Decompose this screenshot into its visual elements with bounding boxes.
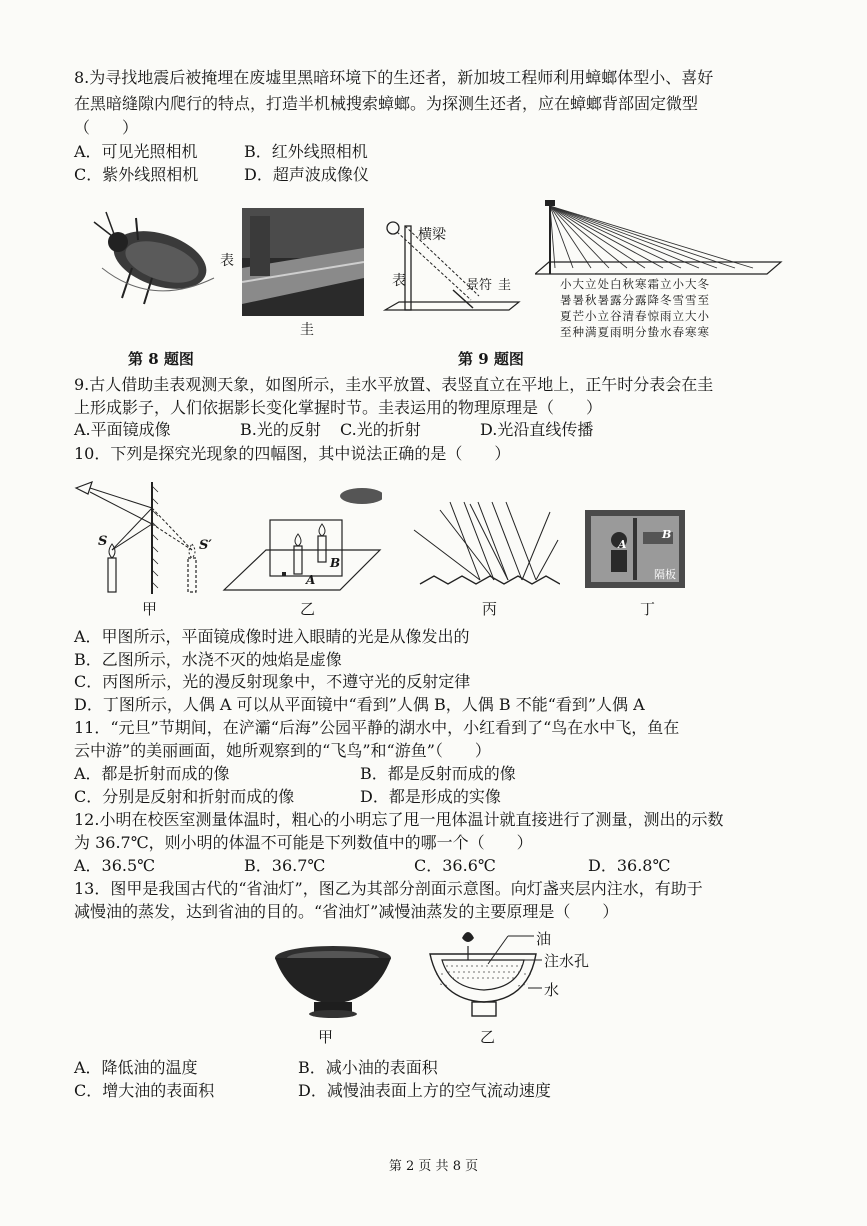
cockroach-figure <box>92 208 222 308</box>
solar-term-fan-figure <box>535 194 785 286</box>
q9-option-c: C.光的折射 <box>340 420 421 439</box>
label-s: S <box>98 534 108 549</box>
q10-label-bing: 丙 <box>482 600 498 618</box>
q13-option-c: C．增大油的表面积 <box>74 1081 215 1100</box>
q12-option-d: D．36.8℃ <box>588 856 671 875</box>
gnomon-label-gui: 圭 <box>300 322 314 338</box>
q8-option-c: C．紫外线照相机 <box>74 165 199 184</box>
q9-option-a: A.平面镜成像 <box>74 420 171 439</box>
gnomon-label-biao: 表 <box>220 253 234 269</box>
label-a-ding: A <box>618 538 627 551</box>
q8-stem-line2: 在黑暗缝隙内爬行的特点，打造半机械搜索蟑螂。为探测生还者，应在蟑螂背部固定微型 <box>74 94 699 113</box>
solar-term-row-2: 暑暑秋暑露分露降冬雪雪至 <box>560 293 710 307</box>
label-jingfu: 景符 <box>466 278 493 293</box>
solar-term-row-3: 夏芒小立谷清春惊雨立大小 <box>560 309 710 323</box>
label-hengliang: 横梁 <box>418 227 446 243</box>
label-s-prime: S′ <box>199 538 212 553</box>
guibiao-diagram <box>383 218 523 318</box>
q8-option-d: D．超声波成像仪 <box>244 165 369 184</box>
q9-figure-caption: 第 9 题图 <box>458 350 524 368</box>
q8-option-a: A．可见光照相机 <box>74 142 198 161</box>
q11-option-a: A．都是折射而成的像 <box>74 764 230 783</box>
q10-label-yi: 乙 <box>300 600 316 618</box>
q9-option-d: D.光沿直线传播 <box>480 420 594 439</box>
label-water: 水 <box>544 981 560 999</box>
q13-option-d: D．减慢油表面上方的空气流动速度 <box>298 1081 551 1100</box>
q8-option-b: B．红外线照相机 <box>244 142 368 161</box>
q13-stem-line1: 13．图甲是我国古代的“省油灯”，图乙为其部分剖面示意图。向灯盏夹层内注水，有助于 <box>74 879 703 898</box>
q8-figure-caption: 第 8 题图 <box>128 350 194 368</box>
q12-option-c: C．36.6℃ <box>414 856 496 875</box>
label-gui-diagram: 圭 <box>498 278 512 293</box>
q9-stem-line2: 上形成影子，人们依据影长变化掌握时节。圭表运用的物理原理是（ ） <box>74 398 603 417</box>
label-b: B <box>330 556 341 570</box>
oil-lamp-photo <box>270 944 396 1020</box>
q13-option-b: B．减小油的表面积 <box>298 1058 438 1077</box>
q11-option-b: B．都是反射而成的像 <box>360 764 516 783</box>
q10-figure-yi <box>222 486 382 594</box>
q10-option-c: C．丙图所示，光的漫反射现象中，不遵守光的反射定律 <box>74 672 471 691</box>
q13-option-a: A．降低油的温度 <box>74 1058 198 1077</box>
solar-term-row-4: 至种满夏雨明分蛰水春寒寒 <box>560 325 710 339</box>
label-oil: 油 <box>536 930 552 948</box>
label-water-hole: 注水孔 <box>544 952 590 970</box>
q10-figure-jia <box>72 478 212 596</box>
solar-term-row-1: 小大立处白秋寒霜立小大冬 <box>560 277 710 291</box>
q9-stem-line1: 9.古人借助圭表观测天象，如图所示，圭水平放置、表竖直立在平地上，正午时分表会在圭 <box>74 375 714 394</box>
page-footer: 第 2 页 共 8 页 <box>388 1159 479 1174</box>
q12-option-a: A．36.5℃ <box>74 856 156 875</box>
label-b-ding: B <box>662 528 672 541</box>
q12-stem-line2: 为 36.7℃，则小明的体温不可能是下列数值中的哪一个（ ） <box>74 833 533 852</box>
label-a: A <box>306 573 316 587</box>
q11-option-d: D．都是形成的实像 <box>360 787 501 806</box>
q10-label-jia: 甲 <box>142 600 158 618</box>
q11-stem-line1: 11．“元旦”节期间，在浐灞“后海”公园平静的湖水中，小红看到了“鸟在水中飞，鱼在 <box>74 718 680 737</box>
q10-option-d: D．丁图所示，人偶 A 可以从平面镜中“看到”人偶 B，人偶 B 不能“看到”人偶 A <box>74 695 645 714</box>
q11-option-c: C．分别是反射和折射而成的像 <box>74 787 295 806</box>
oil-lamp-section <box>424 926 544 1022</box>
label-biao-diagram: 表 <box>392 273 406 289</box>
q10-option-a: A．甲图所示，平面镜成像时进入眼睛的光是从像发出的 <box>74 627 470 646</box>
q8-stem-line1: 8.为寻找地震后被掩埋在废墟里黑暗环境下的生还者，新加坡工程师利用蟑螂体型小、喜好 <box>74 68 714 87</box>
q8-answer-bracket: （ ） <box>74 118 139 137</box>
q13-stem-line2: 减慢油的蒸发，达到省油的目的。“省油灯”减慢油蒸发的主要原理是（ ） <box>74 902 619 921</box>
q10-option-b: B．乙图所示，水浇不灭的烛焰是虚像 <box>74 650 342 669</box>
q11-stem-line2: 云中游”的美丽画面，她所观察到的“飞鸟”和“游鱼”（ ） <box>74 741 491 760</box>
q9-option-b: B.光的反射 <box>240 420 321 439</box>
label-geban: 隔板 <box>654 568 676 581</box>
q13-label-jia: 甲 <box>318 1028 334 1046</box>
q10-stem: 10．下列是探究光现象的四幅图，其中说法正确的是（ ） <box>74 444 511 463</box>
q10-figure-bing <box>410 500 560 592</box>
q12-stem-line1: 12.小明在校医室测量体温时，粗心的小明忘了甩一甩体温计就直接进行了测量，测出的示数 <box>74 810 724 829</box>
q13-label-yi: 乙 <box>480 1028 496 1046</box>
guibiao-photo <box>242 208 364 316</box>
q12-option-b: B．36.7℃ <box>244 856 326 875</box>
q10-label-ding: 丁 <box>640 600 656 618</box>
